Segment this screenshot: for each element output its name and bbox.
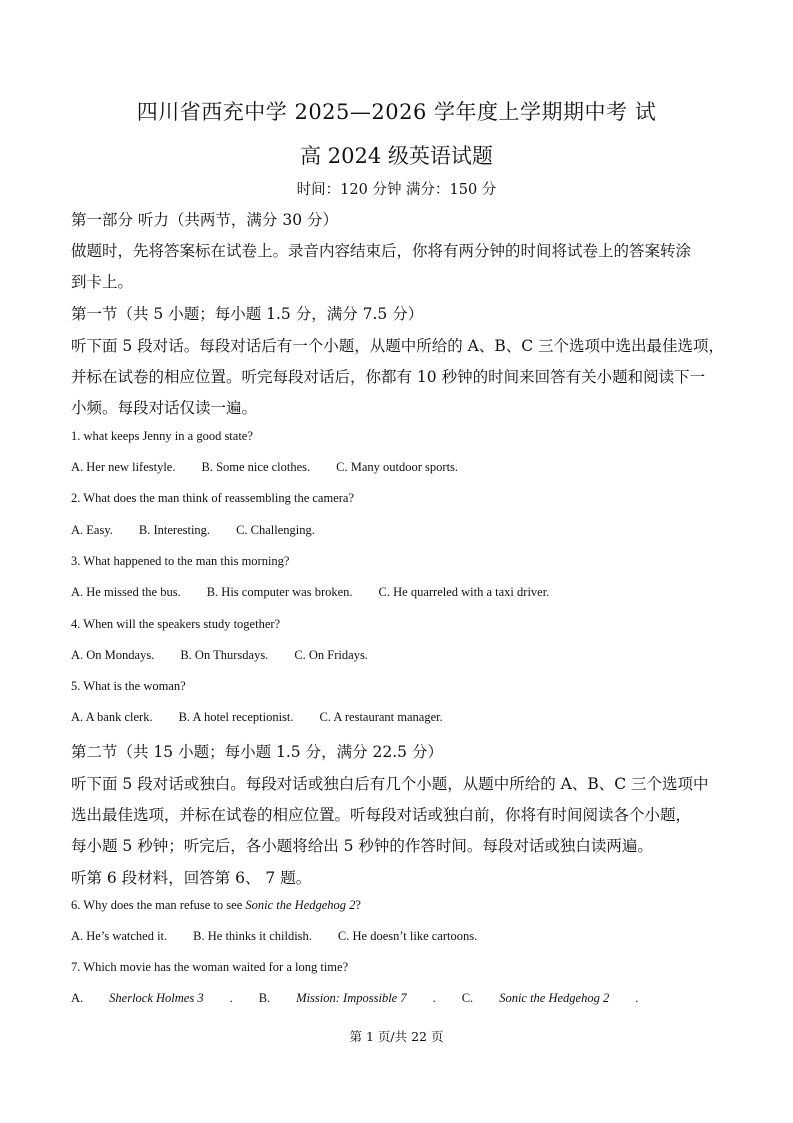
time-info: 时间：120 分钟 满分：150 分 [296,182,497,198]
page-number: 第 1 页/共 22 页 [349,1029,444,1044]
question-6-suffix: ? [355,898,361,912]
option-c-title: Sonic the Hedgehog 2 [499,991,610,1005]
option-b: B. A hotel receptionist. [178,710,294,724]
option-a-title: Sherlock Holmes 3 [109,991,204,1005]
part1-instruction-line2: 到卡上。 [71,273,134,291]
question-5: 5. What is the woman? [71,679,186,693]
option-c: C. He quarreled with a taxi driver. [378,585,550,599]
option-a-suffix: . [229,991,233,1005]
question-2: 2. What does the man think of reassembling the camera? [71,491,355,505]
question-7: 7. Which movie has the woman waited for a long time? [71,960,349,974]
section1-heading: 第一节（共 5 小题；每小题 1.5 分，满分 7.5 分） [71,305,424,323]
section2-instruction-line3: 每小题 5 秒钟；听完后，各小题将给出 5 秒钟的作答时间。每段对话或独白读两遍。 [71,837,653,855]
question-4: 4. When will the speakers study together? [71,617,281,631]
option-a: A. He’s watched it. [71,929,168,943]
section2-instruction-line2: 选出最佳选项，并标在试卷的相应位置。听每段对话或独白前，你将有时间阅读各个小题， [71,806,692,824]
option-b-suffix: . [432,991,436,1005]
option-a: A. Her new lifestyle. [71,460,176,474]
question-6-movie-title: Sonic the Hedgehog 2 [245,898,356,912]
section1-instruction-line2: 并标在试卷的相应位置。听完每段对话后，你都有 10 秒钟的时间来回答有关小题和阅读下一 [71,368,706,386]
question-7-options [71,991,638,1006]
option-b: B. On Thursdays. [180,648,269,662]
option-c [462,991,639,1006]
question-3-options [71,585,549,600]
option-b-letter: B. [258,991,271,1005]
option-b [259,991,436,1006]
part1-heading: 第一部分 听力（共两节，满分 30 分） [71,211,339,229]
option-a [71,991,233,1006]
option-b-title: Mission: Impossible 7 [296,991,407,1005]
exam-subtitle: 高 2024 级英语试题 [300,144,493,168]
question-6-prefix: 6. Why does the man refuse to see [71,898,246,912]
exam-title: 四川省西充中学 2025—2026 学年度上学期期中考 试 [136,100,657,124]
option-b: B. Interesting. [138,523,211,537]
option-a: A. On Mondays. [71,648,155,662]
option-b: B. His computer was broken. [206,585,353,599]
option-c: C. He doesn’t like cartoons. [337,929,478,943]
question-5-options [71,710,443,725]
question-6 [71,898,361,913]
material-note: 听第 6 段材料，回答第 6、 7 题。 [71,869,312,887]
section1-instruction-line3: 小频。每段对话仅读一遍。 [71,399,258,417]
question-1-options [71,460,458,475]
section2-heading: 第二节（共 15 小题；每小题 1.5 分，满分 22.5 分） [71,743,443,761]
question-6-options [71,929,477,944]
option-a: A. He missed the bus. [71,585,181,599]
option-c: C. Many outdoor sports. [336,460,459,474]
option-c: C. On Fridays. [294,648,368,662]
option-c-suffix: . [635,991,639,1005]
question-4-options [71,648,368,663]
option-b: B. He thinks it childish. [193,929,312,943]
section2-instruction-line1: 听下面 5 段对话或独白。每段对话或独白后有几个小题，从题中所给的 A、B、C 三个选项中 [71,775,709,793]
part1-instruction-line1: 做题时，先将答案标在试卷上。录音内容结束后，你将有两分钟的时间将试卷上的答案转涂 [71,242,692,260]
section1-instruction-line1: 听下面 5 段对话。每段对话后有一个小题，从题中所给的 A、B、C 三个选项中选出最佳选项， [71,337,725,355]
option-a-letter: A. [71,991,84,1005]
question-3: 3. What happened to the man this morning? [71,554,290,568]
option-c: C. Challenging. [236,523,315,537]
option-c: C. A restaurant manager. [319,710,443,724]
question-1: 1. what keeps Jenny in a good state? [71,429,253,443]
option-b: B. Some nice clothes. [201,460,311,474]
question-2-options [71,523,315,538]
option-a: A. Easy. [71,523,113,537]
option-c-letter: C. [461,991,474,1005]
option-a: A. A bank clerk. [71,710,153,724]
